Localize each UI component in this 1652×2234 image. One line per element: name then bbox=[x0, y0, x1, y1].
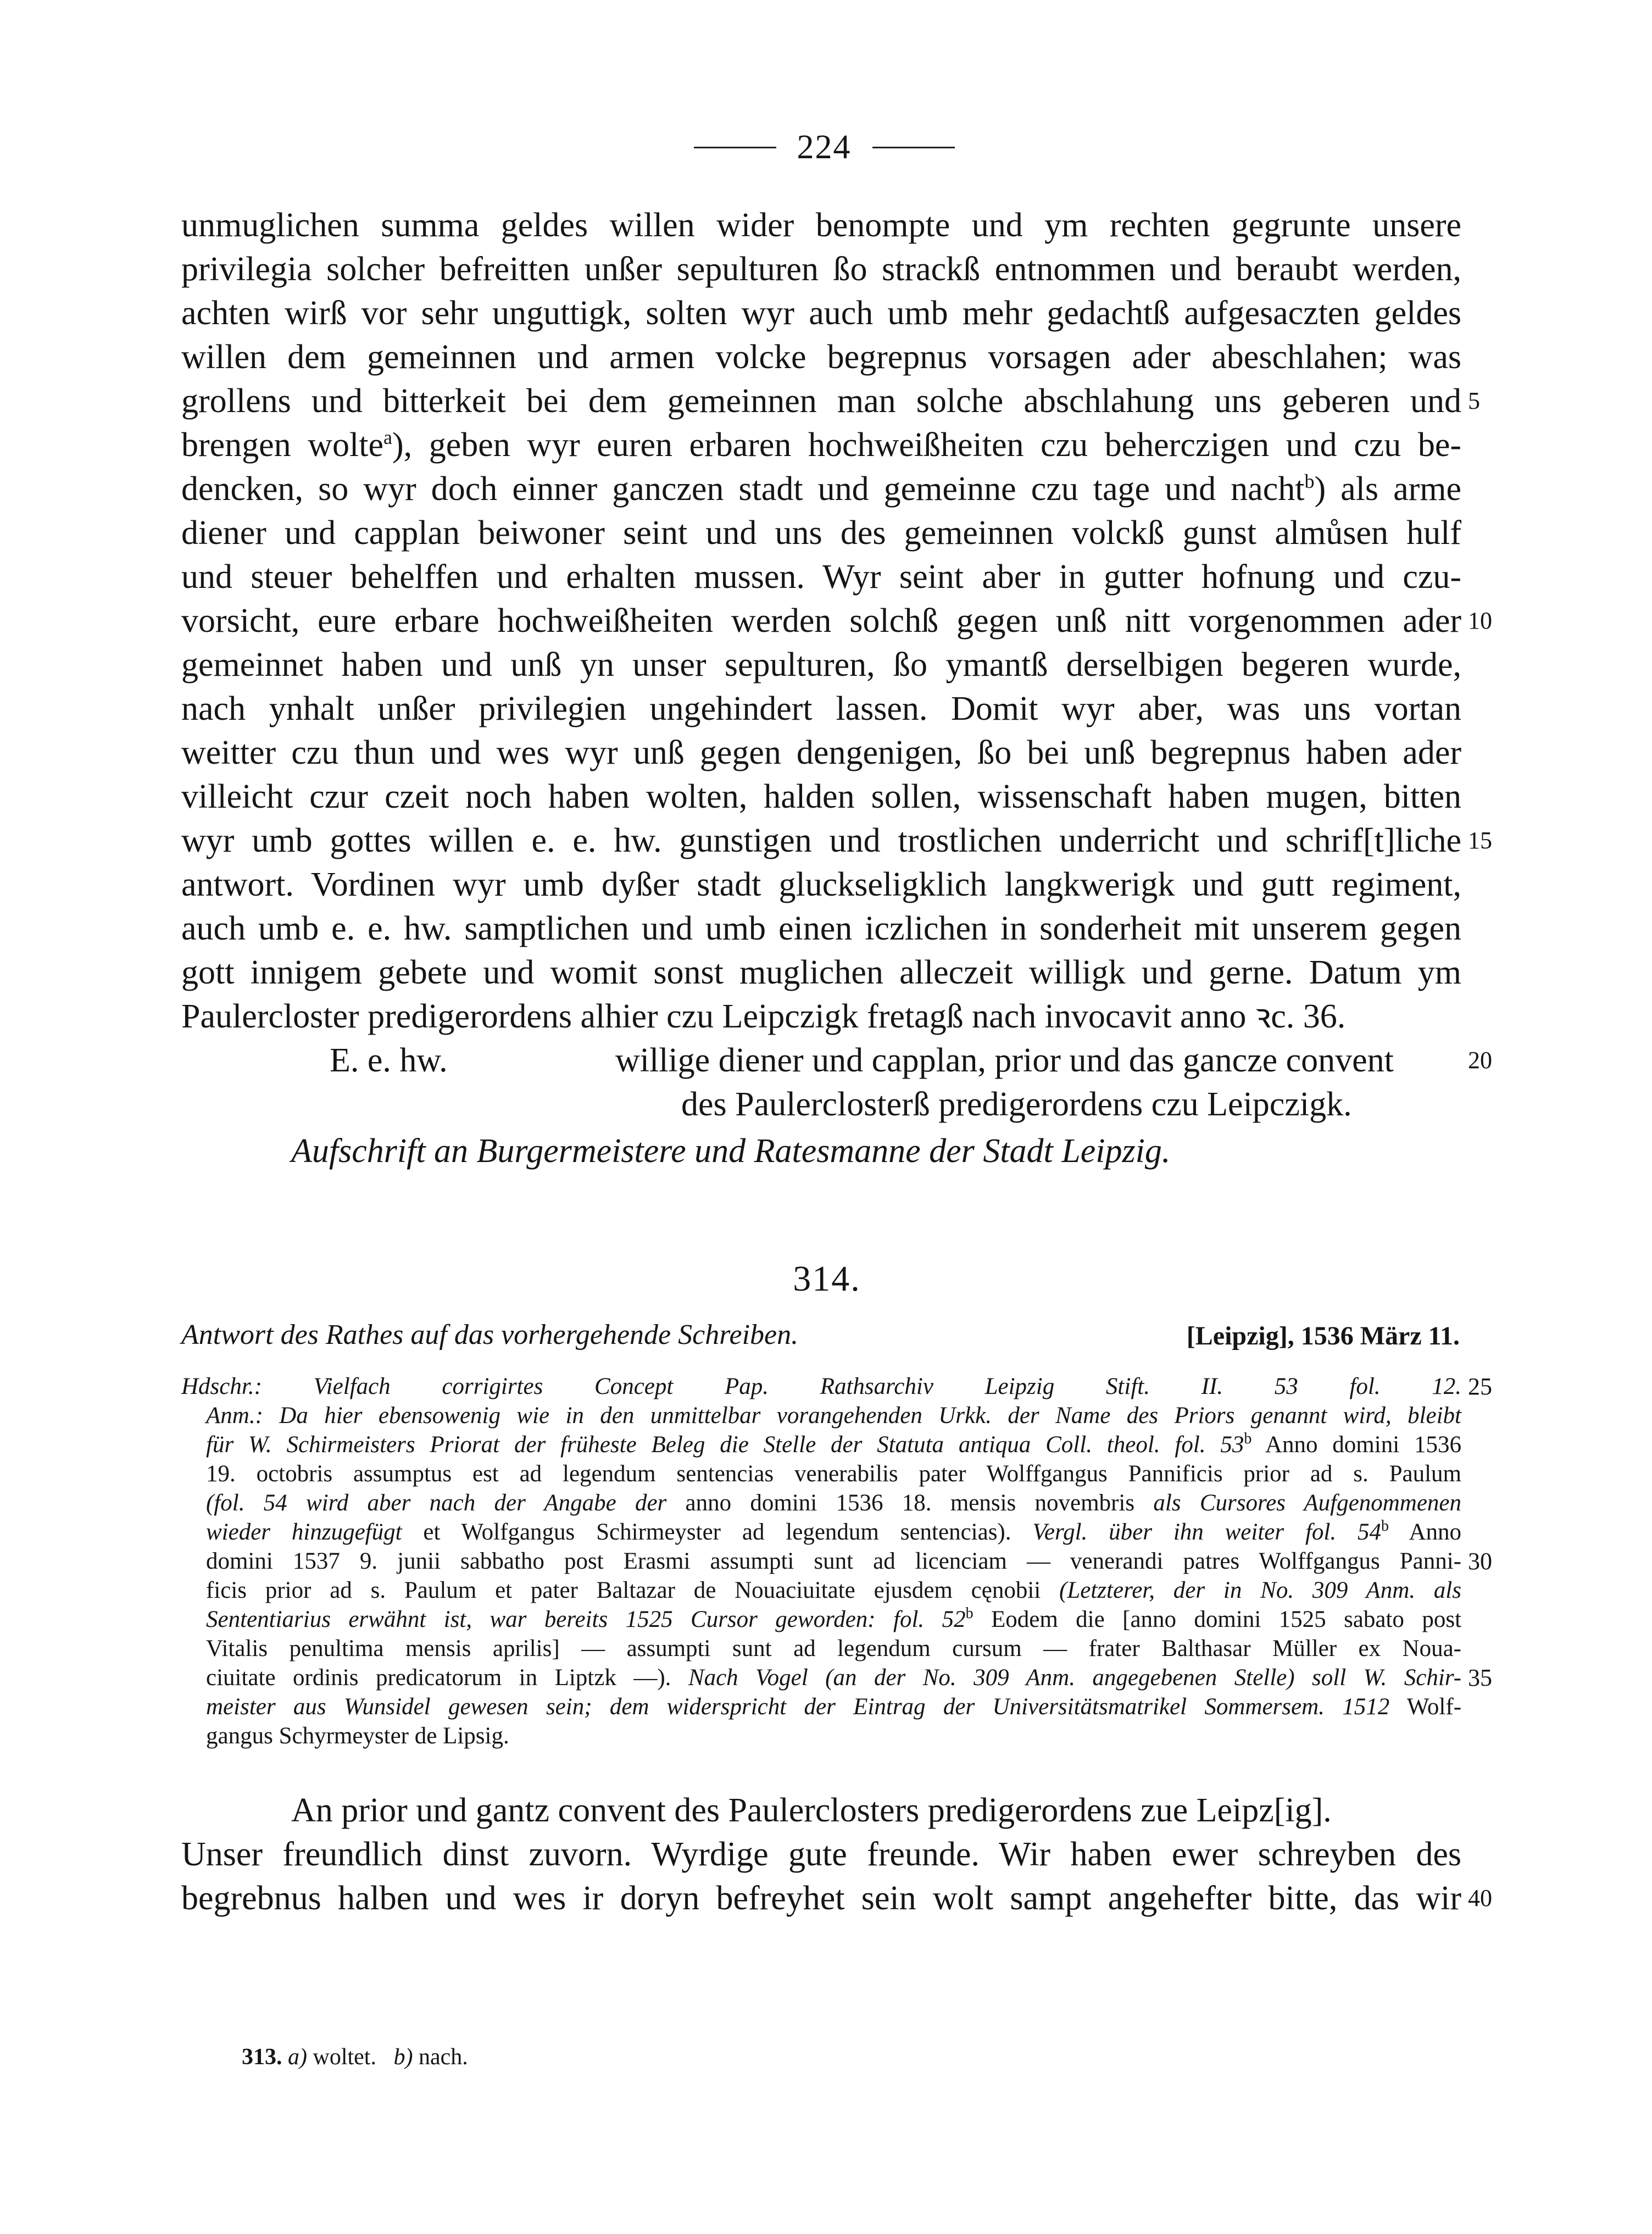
note-text: anno domini 1536 18. mensis novembris bbox=[666, 1490, 1154, 1516]
note-text: Nach Vogel (an der No. 309 Anm. angegebenen Stelle) soll W. Schir- bbox=[688, 1665, 1461, 1691]
note-text: ficis prior ad s. Paulum et pater Baltazar de Nouaciuitate ejusdem cęnobii bbox=[206, 1577, 1060, 1603]
document-date: [Leipzig], 1536 März 11. bbox=[1186, 1321, 1460, 1351]
note-text: Anno domini 1536 bbox=[1251, 1432, 1461, 1458]
note-line: Vitalis penultima mensis aprilis] — assumpti sunt ad legendum cursum — frater Balthasar Müller ex Noua- bbox=[206, 1636, 1461, 1661]
body-line-17: auch umb e. e. hw. samptlichen und umb einen iczlichen in sonderheit mit unserem gegen bbox=[181, 910, 1461, 947]
note-sup: b bbox=[965, 1605, 974, 1622]
body-line-16: antwort. Vordinen wyr umb dyßer stadt gluckseligklich langkwerigk und gutt regiment, bbox=[181, 866, 1461, 903]
body-line-6-rest: ), geben wyr euren erbaren hochweißheiten czu beherczigen und czu be- bbox=[392, 426, 1461, 464]
closing-address: Aufschrift an Burgermeistere und Ratesmanne der Stadt Leipzig. bbox=[291, 1132, 1171, 1170]
note-sup: b bbox=[1244, 1430, 1252, 1447]
body-line-19: Paulercloster predigerordens alhier czu Leipczigk fretagß nach invocavit anno ꝛc. 36. bbox=[181, 998, 1346, 1035]
note-text: Hdschr.: Vielfach corrigirtes Concept Pap. Rathsarchiv Leipzig Stift. II. 53 fol. 12. bbox=[181, 1374, 1461, 1399]
note-line: domini 1537 9. junii sabbatho post Erasmi assumpti sunt ad licenciam — venerandi patres Wolffgangus Panni- bbox=[206, 1548, 1461, 1574]
closing-signature-2: des Paulerclosterß predigerordens czu Leipczigk. bbox=[681, 1086, 1352, 1123]
line-number: 35 bbox=[1468, 1664, 1492, 1691]
note-line: gangus Schyrmeyster de Lipsig. bbox=[206, 1723, 509, 1749]
note-text: für W. Schirmeisters Priorat der früheste Beleg die Stelle der Statuta antiqua Coll. theol. fol. 53 bbox=[206, 1432, 1244, 1458]
closing-signature-1: willige diener und capplan, prior und das gancze convent bbox=[615, 1042, 1394, 1079]
note-sup: b bbox=[1381, 1518, 1389, 1535]
body-line-11: gemeinnet haben und unß yn unser sepulturen, ßo ymantß derselbigen begeren wurde, bbox=[181, 646, 1461, 683]
line-number: 40 bbox=[1468, 1885, 1492, 1911]
body-line-8: diener und capplan beiwoner seint und uns des gemeinnen volckß gunst almůsen hulf bbox=[181, 514, 1461, 552]
note-text: wieder hinzugefügt bbox=[206, 1519, 402, 1545]
body-line-14: villeicht czur czeit noch haben wolten, halden sollen, wissenschaft haben mugen, bitten bbox=[181, 778, 1461, 815]
note-line bbox=[206, 1518, 1461, 1547]
body-line-6 bbox=[181, 423, 1461, 467]
body-line-6-text: brengen wolte bbox=[181, 426, 383, 464]
body-line-3: achten wirß vor sehr unguttigk, solten wyr auch umb mehr gedachtß aufgesaczten geldes bbox=[181, 294, 1461, 332]
note-text: Eodem die [anno domini 1525 sabato post bbox=[973, 1607, 1462, 1632]
line-number: 15 bbox=[1468, 827, 1492, 854]
page-number: 224 bbox=[797, 128, 852, 166]
closing-salutation: E. e. hw. bbox=[330, 1042, 448, 1079]
line-number: 5 bbox=[1468, 387, 1480, 414]
body-line-4: willen dem gemeinnen und armen volcke begrepnus vorsagen ader abeschlahen; was bbox=[181, 338, 1461, 376]
note-text: meister aus Wunsidel gewesen sein; dem widerspricht der Eintrag der Universitätsmatrikel Sommersem. 1512 bbox=[206, 1694, 1390, 1720]
footnote-marker-a: a bbox=[383, 426, 392, 448]
note-line bbox=[206, 1692, 1461, 1721]
body-line-10: vorsicht, eure erbare hochweißheiten werden solchß gegen unß nitt vorgenommen ader bbox=[181, 602, 1461, 640]
body-line-7-rest: ) als arme bbox=[1314, 470, 1461, 508]
body-line-18: gott innigem gebete und womit sonst muglichen alleczeit willigk und gerne. Datum ym bbox=[181, 954, 1461, 991]
note-text: Vergl. über ihn weiter fol. 54 bbox=[1032, 1519, 1381, 1545]
body-line-2: privilegia solcher befreitten unßer sepulturen ßo strackß entnommen und beraubt werden, bbox=[181, 251, 1461, 288]
line-number: 30 bbox=[1468, 1548, 1492, 1575]
body-line-15: wyr umb gottes willen e. e. hw. gunstigen und trostlichen underricht und schrif[t]liche bbox=[181, 822, 1461, 859]
line-number: 10 bbox=[1468, 607, 1492, 634]
note-text: Anno bbox=[1388, 1519, 1462, 1545]
note-text: et Wolfgangus Schirmeyster ad legendum sentencias). bbox=[402, 1519, 1033, 1545]
body-line-7 bbox=[181, 467, 1461, 511]
page-header bbox=[659, 125, 989, 169]
note-text: als Cursores Aufgenommenen bbox=[1153, 1490, 1461, 1516]
body-line-7-text: dencken, so wyr doch einner ganczen stadt und gemeinne czu tage und nacht bbox=[181, 470, 1305, 508]
body-line-9: und steuer behelffen und erhalten mussen. Wyr seint aber in gutter hofnung und czu- bbox=[181, 558, 1461, 596]
body-line-1: unmuglichen summa geldes willen wider benompte und ym rechten gegrunte unsere bbox=[181, 207, 1461, 244]
note-text: Wolf- bbox=[1389, 1694, 1462, 1720]
note-text: Sententiarius erwähnt ist, war bereits 1525 Cursor geworden: fol. 52 bbox=[206, 1607, 966, 1632]
note-line bbox=[206, 1576, 1461, 1605]
footnote-b-text: nach. bbox=[418, 2044, 468, 2070]
document-number: 314. bbox=[793, 1259, 861, 1299]
header-rule-left bbox=[694, 147, 776, 148]
footnote-b-mark: b) bbox=[393, 2044, 413, 2070]
note-line bbox=[206, 1663, 1461, 1692]
letter-line-3: begrebnus halben und wes ir doryn befreyhet sein wolt sampt angehefter bitte, das wir bbox=[181, 1880, 1461, 1917]
note-line bbox=[206, 1605, 1461, 1634]
line-number: 25 bbox=[1468, 1373, 1492, 1400]
line-number: 20 bbox=[1468, 1047, 1492, 1074]
document-title: Antwort des Rathes auf das vorhergehende Schreiben. bbox=[181, 1319, 799, 1351]
note-line bbox=[206, 1488, 1461, 1518]
body-line-12: nach ynhalt unßer privilegien ungehindert lassen. Domit wyr aber, was uns vortan bbox=[181, 690, 1461, 727]
footnote-a-mark: a) bbox=[288, 2044, 307, 2070]
letter-line-2: Unser freundlich dinst zuvorn. Wyrdige gute freunde. Wir haben ewer schreyben des bbox=[181, 1836, 1461, 1873]
note-text: Anm.: Da hier ebensowenig wie in den unmittelbar vorangehenden Urkk. der Name des Priors genannt wird, bleibt bbox=[206, 1403, 1461, 1429]
note-line: 19. octobris assumptus est ad legendum sentencias venerabilis pater Wolffgangus Pannificis prior ad s. Paulum bbox=[206, 1461, 1461, 1487]
footnote-a-text: woltet. bbox=[313, 2044, 376, 2070]
note-text: (Letzterer, der in No. 309 Anm. als bbox=[1059, 1577, 1461, 1603]
note-line bbox=[181, 1372, 1461, 1401]
letter-line-1: An prior und gantz convent des Paulerclosters predigerordens zue Leipz[ig]. bbox=[291, 1792, 1332, 1829]
body-line-5: grollens und bitterkeit bei dem gemeinnen man solche abschlahung uns geberen und bbox=[181, 382, 1461, 420]
note-line bbox=[206, 1401, 1461, 1430]
note-line bbox=[206, 1430, 1461, 1459]
footnote-marker-b: b bbox=[1304, 470, 1315, 492]
note-text: (fol. 54 wird aber nach der Angabe der bbox=[206, 1490, 667, 1516]
header-rule-right bbox=[872, 147, 955, 148]
note-text: ciuitate ordinis predicatorum in Liptzk —). bbox=[206, 1665, 688, 1691]
footnote-ref: 313. bbox=[242, 2044, 282, 2070]
footnotes bbox=[242, 2044, 468, 2070]
body-line-13: weitter czu thun und wes wyr unß gegen dengenigen, ßo bei unß begrepnus haben ader bbox=[181, 734, 1461, 771]
